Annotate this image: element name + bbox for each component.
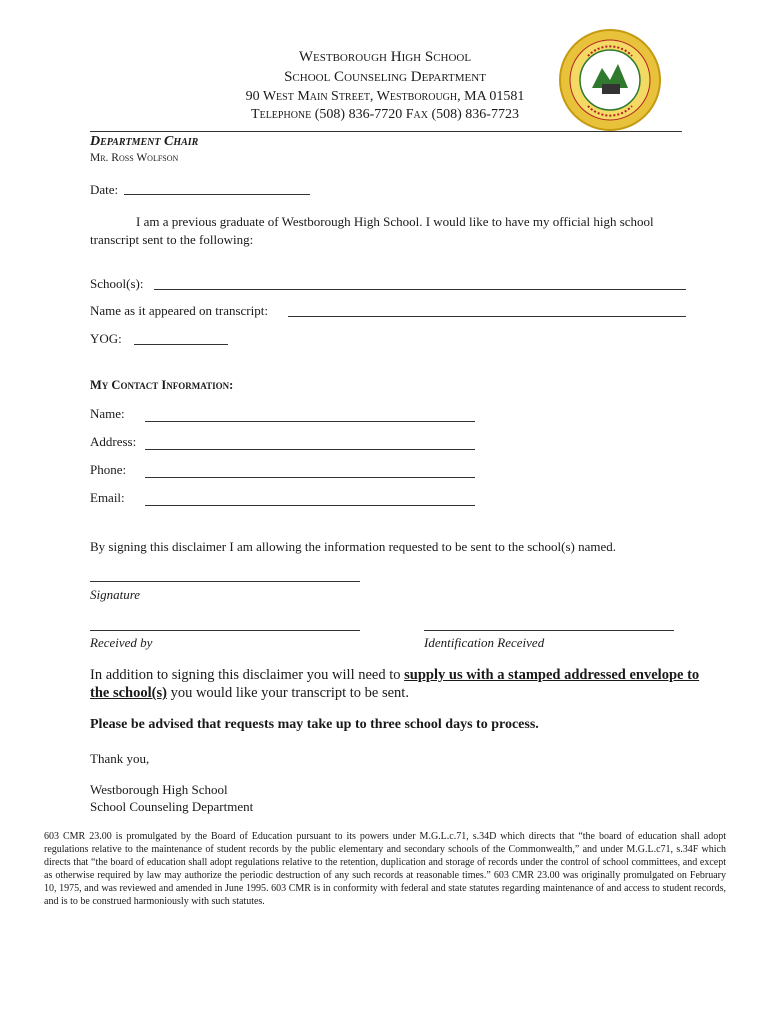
date-label: Date: bbox=[90, 182, 119, 197]
contact-email-label: Email: bbox=[90, 490, 125, 505]
id-received-field[interactable] bbox=[424, 630, 674, 631]
instructions-pre: In addition to signing this disclaimer you will need to bbox=[90, 667, 405, 683]
school-seal-icon bbox=[558, 28, 662, 132]
processing-note: Please be advised that requests may take up to three school days to process. bbox=[90, 717, 539, 732]
school-name: Westborough High School bbox=[298, 49, 472, 65]
contact-phone-field[interactable] bbox=[145, 477, 475, 478]
contact-phone-label: Phone: bbox=[90, 462, 127, 477]
closing-department: School Counseling Department bbox=[90, 799, 254, 814]
contact-address-label: Address: bbox=[90, 434, 137, 449]
department-chair-name: Mr. Ross Wolfson bbox=[90, 152, 179, 164]
contact-email-field[interactable] bbox=[145, 505, 475, 506]
signature-field[interactable] bbox=[90, 581, 360, 582]
school-phone-fax: Telephone (508) 836-7720 Fax (508) 836-7723 bbox=[251, 107, 519, 122]
disclaimer-text: By signing this disclaimer I am allowing the information requested to be sent to the school(s) named. bbox=[90, 539, 617, 554]
legal-notice: 603 CMR 23.00 is promulgated by the Board of Education pursuant to its powers under M.G.L.c.71, s.34D which directs that “the board of education shall adopt regulations relative to the maintenance of student records by the public elementary and secondary schools of the Commonwealth,” and under M.G.L.c71, s.34F which directs that “the board of education shall adopt regulations relative to the retention, duplication and storage of records under the control of school committees, and except as otherwise required by law may authorize the periodic destruction of any such records at reasonable times.” 603 CMR 23.00 was originally promulgated on February 10, 1975, and was reviewed and amended in June 1995. 603 CMR is in conformity with federal and state statutes regarding maintenance of and access to student records, and is to be construed harmoniously with such statutes. bbox=[44, 831, 726, 907]
instructions-post: you would like your transcript to be sent. bbox=[166, 685, 409, 701]
received-by-field[interactable] bbox=[90, 630, 360, 631]
department-chair-title: Department Chair bbox=[90, 134, 199, 149]
date-field[interactable] bbox=[124, 194, 310, 195]
yog-field[interactable] bbox=[134, 344, 228, 345]
received-by-label: Received by bbox=[90, 635, 153, 650]
contact-address-field[interactable] bbox=[145, 449, 475, 450]
contact-name-label: Name: bbox=[90, 406, 125, 421]
contact-name-field[interactable] bbox=[145, 421, 475, 422]
contact-heading: My Contact Information: bbox=[90, 378, 234, 392]
school-address: 90 West Main Street, Westborough, MA 01581 bbox=[245, 89, 525, 104]
yog-label: YOG: bbox=[90, 331, 122, 346]
schools-field[interactable] bbox=[154, 289, 686, 290]
schools-label: School(s): bbox=[90, 276, 144, 291]
closing-school: Westborough High School bbox=[90, 782, 228, 797]
name-on-transcript-label: Name as it appeared on transcript: bbox=[90, 303, 268, 318]
intro-paragraph: I am a previous graduate of Westborough High School. I would like to have my official high school transcript sent to the following: bbox=[90, 214, 654, 247]
department-name: School Counseling Department bbox=[284, 69, 486, 85]
instructions-emphasis: supply us with a stamped addressed envelope to the school(s) bbox=[90, 667, 700, 701]
closing-thanks: Thank you, bbox=[90, 751, 150, 766]
name-on-transcript-field[interactable] bbox=[288, 316, 686, 317]
header-divider bbox=[90, 131, 682, 132]
id-received-label: Identification Received bbox=[424, 635, 545, 650]
envelope-instructions bbox=[90, 666, 710, 702]
signature-label: Signature bbox=[90, 587, 141, 602]
